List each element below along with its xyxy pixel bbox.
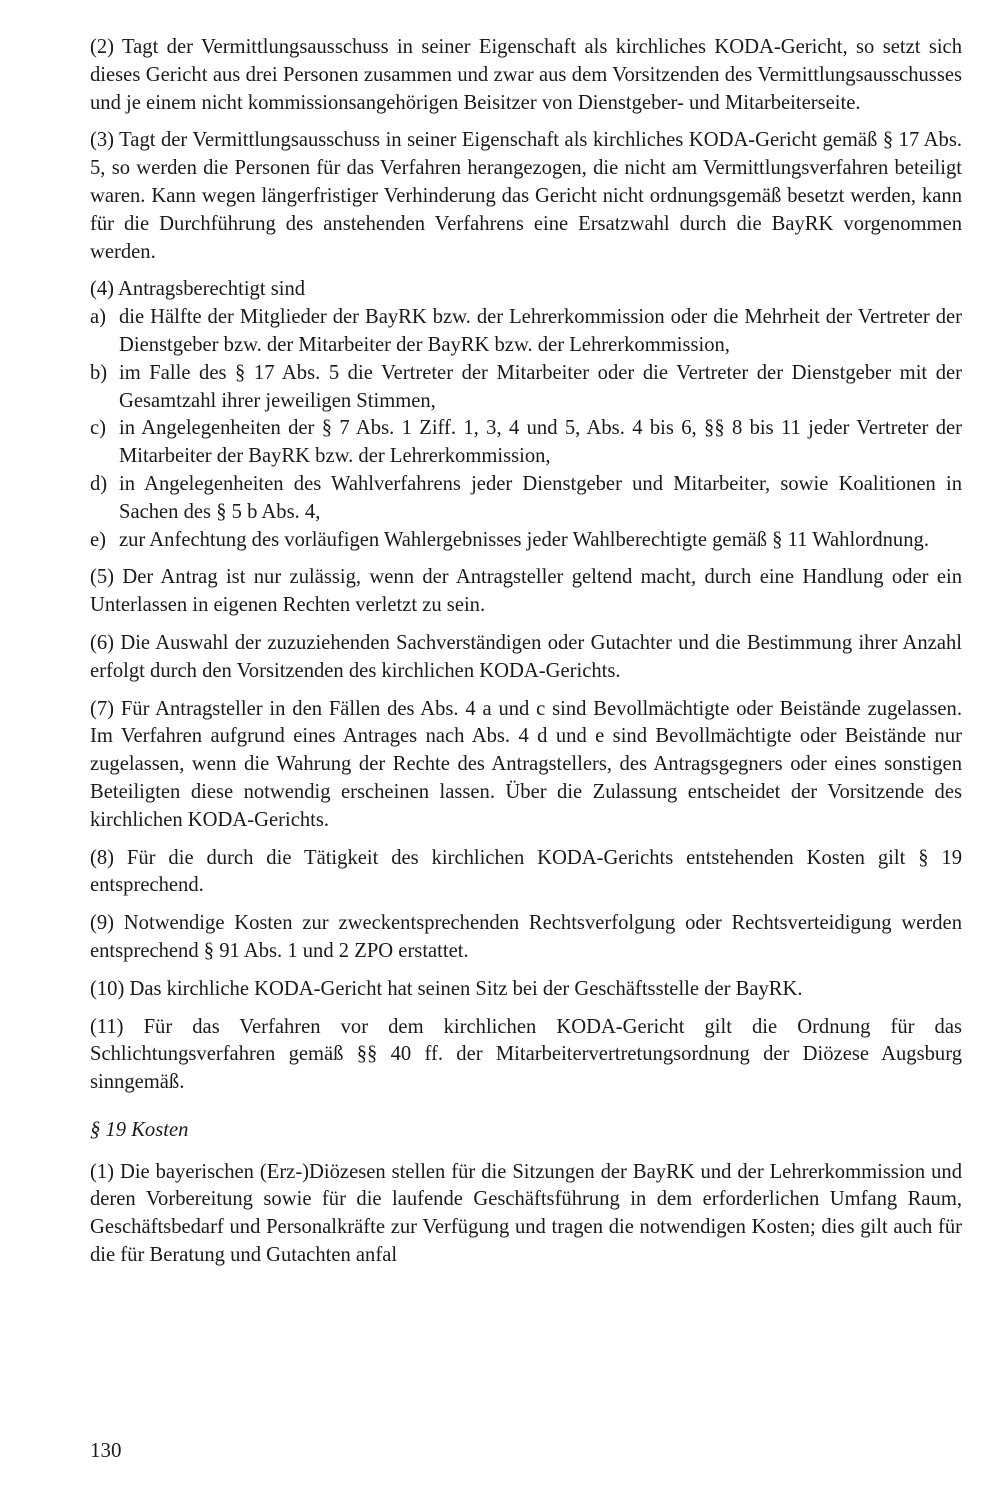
list-item-text: in Angelegenheiten des Wahlverfahrens jeder Dienstgeber und Mitarbeiter, sowie Koalitionen in Sachen des § 5 b Abs. 4,: [119, 472, 962, 523]
section-paragraph-1: (1) Die bayerischen (Erz-)Diözesen stellen für die Sitzungen der BayRK und der Lehrerkommission und deren Vorbereitung sowie für die laufende Geschäftsführung in dem erforderlichen Umfang Raum, Geschäftsbedarf und Personalkräfte zur Verfügung und tragen die notwendigen Kosten; dies gilt auch für die für Beratung und Gutachten anfal: [90, 1160, 962, 1267]
paragraph-8: (8) Für die durch die Tätigkeit des kirchlichen KODA-Gerichts entstehenden Kosten gilt § 19 entsprechend.: [90, 846, 962, 897]
list-item-marker: c): [90, 417, 106, 440]
document-page: [90, 34, 962, 1280]
list-item: [90, 415, 962, 471]
paragraph-10: (10) Das kirchliche KODA-Gericht hat seinen Sitz bei der Geschäftsstelle der BayRK.: [90, 977, 803, 1000]
list-item-text: zur Anfechtung des vorläufigen Wahlergebnisses jeder Wahlberechtigte gemäß § 11 Wahlordnung.: [119, 528, 929, 551]
page-number: 130: [90, 1438, 122, 1462]
list-item-text: im Falle des § 17 Abs. 5 die Vertreter der Mitarbeiter oder die Vertreter der Dienstgeber mit der Gesamtzahl ihrer jeweiligen Stimmen,: [119, 361, 962, 412]
list-item: [90, 527, 962, 555]
list-item: [90, 471, 962, 527]
paragraph-7: (7) Für Antragsteller in den Fällen des Abs. 4 a und c sind Bevollmächtigte oder Beistände zugelassen. Im Verfahren aufgrund eines Antrages nach Abs. 4 d und e sind Bevollmächtigte oder Beistände nur zugelassen, wenn die Wahrung der Rechte des Antragstellers, des Antragsgegners oder eines sonstigen Beteiligten diese notwendig erscheinen lassen. Über die Zulassung entscheidet der Vorsitzende des kirchlichen KODA-Gerichts.: [90, 697, 962, 831]
list-item-marker: b): [90, 361, 108, 384]
list-item-text: die Hälfte der Mitglieder der BayRK bzw. der Lehrerkommission oder die Mehrheit der Vertreter der Dienstgeber bzw. der Mitarbeiter der BayRK bzw. der Lehrerkommission,: [119, 306, 962, 356]
list-item-marker: d): [90, 472, 108, 495]
list-item: [90, 304, 962, 360]
list-item-marker: e): [90, 528, 106, 551]
paragraph-6: (6) Die Auswahl der zuzuziehenden Sachverständigen oder Gutachter und die Bestimmung ihrer Anzahl erfolgt durch den Vorsitzenden des kirchlichen KODA-Gerichts.: [90, 631, 962, 682]
paragraph-2: (2) Tagt der Vermittlungsausschuss in seiner Eigenschaft als kirchliches KODA-Gericht, so setzt sich dieses Gericht aus drei Personen zusammen und zwar aus dem Vorsitzenden des Vermittlungsausschusses und je einem nicht kommissionsangehörigen Beisitzer von Dienstgeber- und Mitarbeiterseite.: [90, 36, 962, 114]
paragraph-9: (9) Notwendige Kosten zur zweckentsprechenden Rechtsverfolgung oder Rechtsverteidigung werden entsprechend § 91 Abs. 1 und 2 ZPO erstattet.: [90, 912, 962, 962]
entitlement-list: [90, 304, 962, 554]
paragraph-4-intro: (4) Antragsberechtigt sind: [90, 278, 306, 301]
paragraph-5: (5) Der Antrag ist nur zulässig, wenn der Antragsteller geltend macht, durch eine Handlung oder ein Unterlassen in eigenen Rechten verletzt zu sein.: [90, 566, 962, 617]
list-item: [90, 360, 962, 416]
paragraph-11: (11) Für das Verfahren vor dem kirchlichen KODA-Gericht gilt die Ordnung für das Schlichtungsverfahren gemäß §§ 40 ff. der Mitarbeitervertretungsordnung der Diözese Augsburg sinngemäß.: [90, 1015, 962, 1094]
paragraph-3: (3) Tagt der Vermittlungsausschuss in seiner Eigenschaft als kirchliches KODA-Gericht gemäß § 17 Abs. 5, so werden die Personen für das Verfahren herangezogen, die nicht am Vermittlungsverfahren beteiligt waren. Kann wegen längerfristiger Verhinderung das Gericht nicht ordnungsgemäß besetzt werden, kann für die Durchführung des anstehenden Verfahrens eine Ersatzwahl durch die BayRK vorgenommen werden.: [90, 129, 962, 263]
list-item-marker: a): [90, 306, 106, 329]
list-item-text: in Angelegenheiten der § 7 Abs. 1 Ziff. 1, 3, 4 und 5, Abs. 4 bis 6, §§ 8 bis 11 jeder Vertreter der Mitarbeiter der BayRK bzw. der Lehrerkommission,: [119, 417, 962, 468]
section-heading: § 19 Kosten: [90, 1118, 189, 1141]
